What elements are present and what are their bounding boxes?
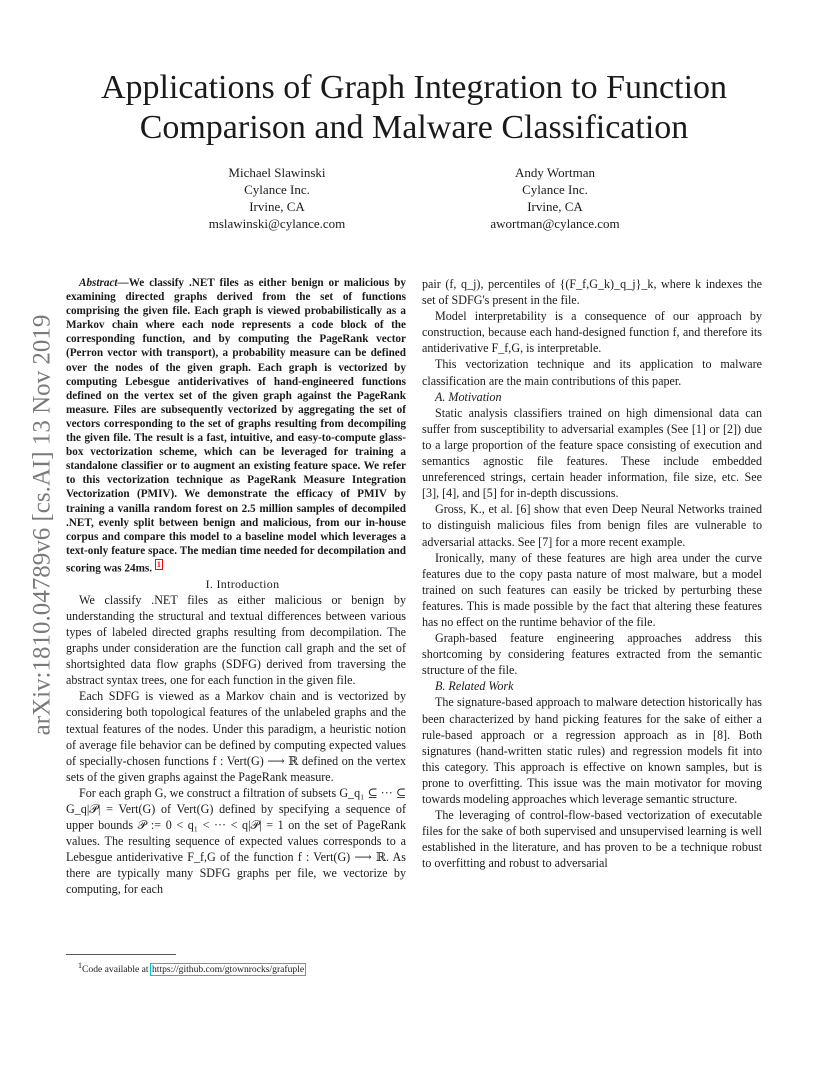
right-paragraph-1: Model interpretability is a consequence of our approach by construction, because each hand-designed function f, and therefore its antiderivative F_f,G, is interpretable. bbox=[422, 309, 762, 356]
footnote-divider bbox=[66, 954, 176, 955]
intro-paragraph-1: We classify .NET files as either malicious or benign by understanding the structural and textual differences between various types of labeled directed graphs resulting from decompilation. The graphs under consideration are the function call graph and the set of shortsighted data flow graphs (SDFG) derived from traversing the abstract syntax trees, one for each function in the given file. bbox=[66, 592, 406, 688]
author-affiliation: Cylance Inc. bbox=[522, 182, 588, 197]
abstract-text: —We classify .NET files as either benign or malicious by examining directed graphs derived from the set of functions comprising the given file. Each graph is viewed probabilistically as a Markov chain where each node represents a code block of the corresponding function, and by computing the PageRank vector (Perron vector with transport), a probability measure can be defined over the nodes of the given graph. Each graph is vectorized by computing Lebesgue antiderivatives of hand-engineered functions defined on the vertex set of the given graph against the PageRank measure. Files are subsequently vectorized by aggregating the set of vectors corresponding to the set of graphs resulting from decompiling the given file. The result is a fast, intuitive, and easy-to-compute glass-box vectorization scheme, which can be leveraged for training a standalone classifier or to augment an existing feature space. We refer to this vectorization technique as PageRank Measure Integration Vectorization (PMIV). We demonstrate the efficacy of PMIV by training a vanilla random forest on 2.5 million samples of decompiled .NET, evenly split between benign and malicious, from our in-house corpus and compare this model to a baseline model which leverages a text-only feature space. The median time needed for decompilation and scoring was 24ms. bbox=[66, 277, 406, 575]
related-paragraph-1: The signature-based approach to malware detection historically has been characterized by hand picking features for the sake of either a rule-based approach or a regression approach as in [8]. Both signatures (hand-written static rules) and regression models fit into this category. This approach is effective on known samples, but is prone to overfitting. This issue was the main motivator for moving towards modeling approaches which leverage semantic structure. bbox=[422, 695, 762, 806]
intro-paragraph-2: Each SDFG is viewed as a Markov chain and is vectorized by considering both topological features of the unlabeled graphs and the textual features of the nodes. Under this paradigm, a heuristic notion of average file behavior can be defined by computing expected values of specially-chosen functions f : Vert(G) ⟶ ℝ defined on the vertex sets of the given graphs against the PageRank measure. bbox=[66, 689, 406, 784]
motivation-paragraph-2: Gross, K., et al. [6] show that even Deep Neural Networks trained to distinguish malicious files from benign files are vulnerable to adversarial attacks. See [7] for a more recent example. bbox=[422, 502, 762, 549]
right-paragraph-2: This vectorization technique and its application to malware classification are the main contributions of this paper. bbox=[422, 357, 762, 388]
author-block-1 bbox=[147, 164, 407, 232]
author-location: Irvine, CA bbox=[249, 199, 305, 214]
footnote bbox=[66, 960, 406, 976]
motivation-paragraph-3: Ironically, many of these features are high area under the curve features due to the copy pasta nature of most malware, but a model trained on such features can easily be tricked by perturbing these features. This is made possible by the fact that altering these features has no effect on the runtime behavior of the file. bbox=[422, 550, 762, 629]
motivation-paragraph-4: Graph-based feature engineering approaches address this shortcoming by considering features extracted from the semantic structure of the file. bbox=[422, 631, 762, 678]
right-column bbox=[422, 276, 762, 871]
footnote-url-link[interactable]: https://github.com/gtownrocks/grafuple bbox=[152, 964, 305, 976]
paper-title: Applications of Graph Integration to Function Comparison and Malware Classification bbox=[100, 69, 728, 146]
footnote-link[interactable]: 1 bbox=[156, 559, 161, 569]
arxiv-identifier: arXiv:1810.04789v6 [cs.AI] 13 Nov 2019 bbox=[28, 314, 55, 736]
author-name: Andy Wortman bbox=[515, 165, 595, 180]
arxiv-sidebar bbox=[22, 290, 62, 760]
author-block-2 bbox=[425, 164, 685, 232]
footnote-mark: 1 bbox=[78, 961, 82, 970]
abstract bbox=[66, 276, 406, 576]
subsection-heading-related-work: B. Related Work bbox=[435, 679, 514, 694]
left-column bbox=[66, 276, 406, 898]
related-paragraph-2: The leveraging of control-flow-based vectorization of executable files for the sake of both supervised and unsupervised learning is well established in the literature, and has proven to be a technique robust to overfitting and robust to adversarial bbox=[422, 808, 762, 871]
footnote-prefix: Code available at bbox=[82, 964, 151, 976]
author-email[interactable]: awortman@cylance.com bbox=[490, 216, 620, 231]
section-heading-introduction: I. Introduction bbox=[205, 576, 280, 591]
author-affiliation: Cylance Inc. bbox=[244, 182, 310, 197]
right-paragraph-continued: pair (f, q_j), percentiles of {(F_f,G_k)_q_j}_k, where k indexes the set of SDFG's present in the file. bbox=[422, 277, 762, 308]
author-name: Michael Slawinski bbox=[228, 165, 326, 180]
subsection-heading-motivation: A. Motivation bbox=[435, 389, 502, 404]
intro-paragraph-3: For each graph G, we construct a filtration of subsets G_q₁ ⊆ ··· ⊆ G_q|𝒫| = Vert(G) of Vert(G) defined by specifying a sequence of upper bounds 𝒫 := 0 < q₁ < ··· < q|𝒫| = 1 on the set of PageRank values. The resulting sequence of expected values corresponds to a Lebesgue antiderivative F_f,G of the function f : Vert(G) ⟶ ℝ. As there are typically many SDFG graphs per file, we vectorize by computing, for each bbox=[66, 785, 406, 897]
abstract-lead: Abstract bbox=[79, 277, 118, 289]
motivation-paragraph-1: Static analysis classifiers trained on high dimensional data can suffer from susceptibility to adversarial examples (See [1] or [2]) due to a large proportion of the feature space consisting of execution and semantics agnostic file features. These include embedded unreferenced strings, certain header information, file size, etc. See [3], [4], and [5] for in-depth discussions. bbox=[422, 405, 762, 501]
author-location: Irvine, CA bbox=[527, 199, 583, 214]
author-email[interactable]: mslawinski@cylance.com bbox=[208, 216, 346, 231]
